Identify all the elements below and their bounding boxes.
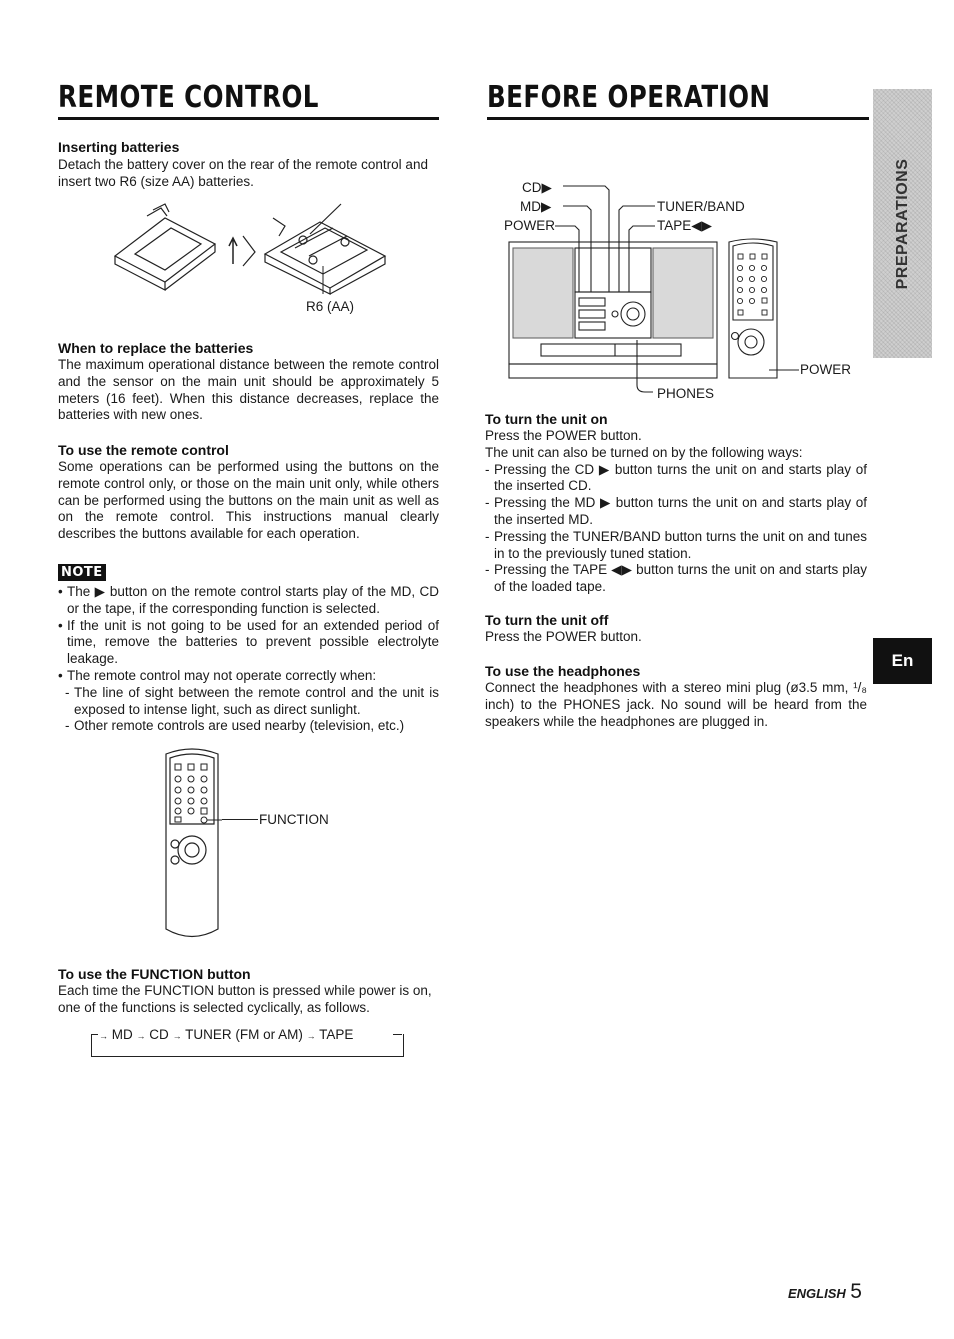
rewind-play-icon: ◀▶ [691,218,713,233]
label-tape-text: TAPE [657,218,692,233]
function-cycle-loop-left [91,1034,98,1035]
title-rule-left [58,117,439,120]
function-cycle-loop-right [393,1034,402,1035]
play-icon: ▶ [600,495,612,511]
label-power-unit: POWER [504,218,556,233]
note-badge-label: NOTE [58,564,106,581]
label-md-text: MD [520,199,541,214]
turn-on-item-cd-post: button turns the unit on and starts play of the inserted CD. [494,461,867,494]
note-item-play-post: button on the remote control starts play of the MD, CD or the tape, if the corresponding function is selected. [67,584,439,616]
note-item-play [58,584,439,618]
note-item-play-pre: The [67,584,91,599]
turn-on-line2: The unit can also be turned on by the following ways: [485,444,803,460]
headphones-text: Connect the headphones with a stereo mini plug (ø3.5 mm, ¹/₈ inch) to the PHONES jack. No sound will be heard from the speakers while the headphones are plugged in. [485,680,867,729]
note-badge [58,563,106,581]
note-item-batteries: • If the unit is not going to be used for an extended period of time, remove the batteries to prevent possible electrolyte leakage. [58,618,439,668]
label-tape [657,218,712,234]
label-phones: PHONES [657,386,715,401]
label-cd-text: CD [522,180,542,195]
note-item-conditions: • The remote control may not operate correctly when: [58,668,439,685]
preparations-side-tab [873,89,932,358]
footer [788,1280,862,1304]
label-power-remote: POWER [800,362,852,377]
battery-label: R6 (AA) [306,299,355,314]
battery-insertion-illustration [105,196,395,296]
title-rule-right [487,117,869,120]
cycle-cd: CD [149,1027,169,1042]
play-icon: ▶ [541,180,552,195]
label-cd [522,180,552,196]
inserting-batteries-text: Detach the battery cover on the rear of the remote control and insert two R6 (size AA) batteries. [58,157,428,189]
turn-on-item-md-post: button turns the unit on and starts play of the inserted MD. [494,495,867,527]
preparations-label: PREPARATIONS [893,158,911,289]
play-icon: ▶ [541,199,552,214]
replace-batteries-text: The maximum operational distance between the remote control and the sensor on the main unit should be approximately 5 meters (16 feet). When this distance decreases, replace the batteries with new ones. [58,357,439,423]
turn-on-item-tuner: - Pressing the TUNER/BAND button turns the unit on and tunes in to the previously tuned station. [485,529,867,563]
function-button-text: Each time the FUNCTION button is pressed while power is on, one of the functions is selected cyclically, as follows. [58,983,432,1015]
turn-on-body [485,428,867,596]
turn-on-line1: Press the POWER button. [485,428,642,443]
play-icon: ▶ [598,461,611,477]
turn-off-heading: To turn the unit off [485,612,609,628]
language-tab: En [873,638,932,684]
play-icon: ▶ [94,584,106,599]
function-leader-line [222,819,258,820]
page-number: 5 [850,1280,862,1303]
turn-on-item-cd [485,462,867,496]
rewind-play-icon: ◀▶ [611,562,633,578]
footer-language: ENGLISH [788,1286,846,1301]
turn-on-item-tape-pre: Pressing the TAPE [494,562,608,578]
function-cycle-loop [91,1034,404,1057]
replace-batteries-heading: When to replace the batteries [58,340,254,356]
function-cycle: → MD → CD → TUNER (FM or AM) → TAPE [99,1027,354,1042]
headphones-heading: To use the headphones [485,663,641,679]
remote-control-title: REMOTE CONTROL [58,80,319,115]
use-remote-heading: To use the remote control [58,442,229,458]
function-label: FUNCTION [259,812,329,827]
use-remote-text: Some operations can be performed using the buttons on the remote control only, or those on the main unit only, while others can be performed using the buttons on the main unit as well as on the remote control. This instructions manual clearly describes the buttons available for each operation. [58,459,439,542]
remote-control-illustration [162,744,222,944]
cycle-md: MD [111,1027,133,1042]
turn-on-item-tape [485,562,867,596]
cycle-tape: TAPE [319,1027,354,1042]
turn-on-item-md [485,495,867,529]
note-list [58,584,439,735]
cycle-tuner: TUNER (FM or AM) [185,1027,303,1042]
note-sub-sunlight: - The line of sight between the remote control and the unit is exposed to intense light, such as direct sunlight. [65,685,439,719]
turn-on-item-tape-post: button turns the unit on and starts play of the loaded tape. [494,562,867,595]
inserting-batteries-heading: Inserting batteries [58,139,180,155]
label-md [520,199,551,215]
function-button-heading: To use the FUNCTION button [58,966,251,982]
note-sub-other-remotes: - Other remote controls are used nearby (television, etc.) [65,718,439,735]
turn-on-item-md-pre: Pressing the MD [494,495,596,511]
turn-on-item-cd-pre: Pressing the CD [494,461,595,477]
label-tuner-band: TUNER/BAND [657,199,745,214]
turn-on-heading: To turn the unit on [485,411,608,427]
before-operation-title: BEFORE OPERATION [487,80,771,115]
turn-off-text: Press the POWER button. [485,629,642,644]
